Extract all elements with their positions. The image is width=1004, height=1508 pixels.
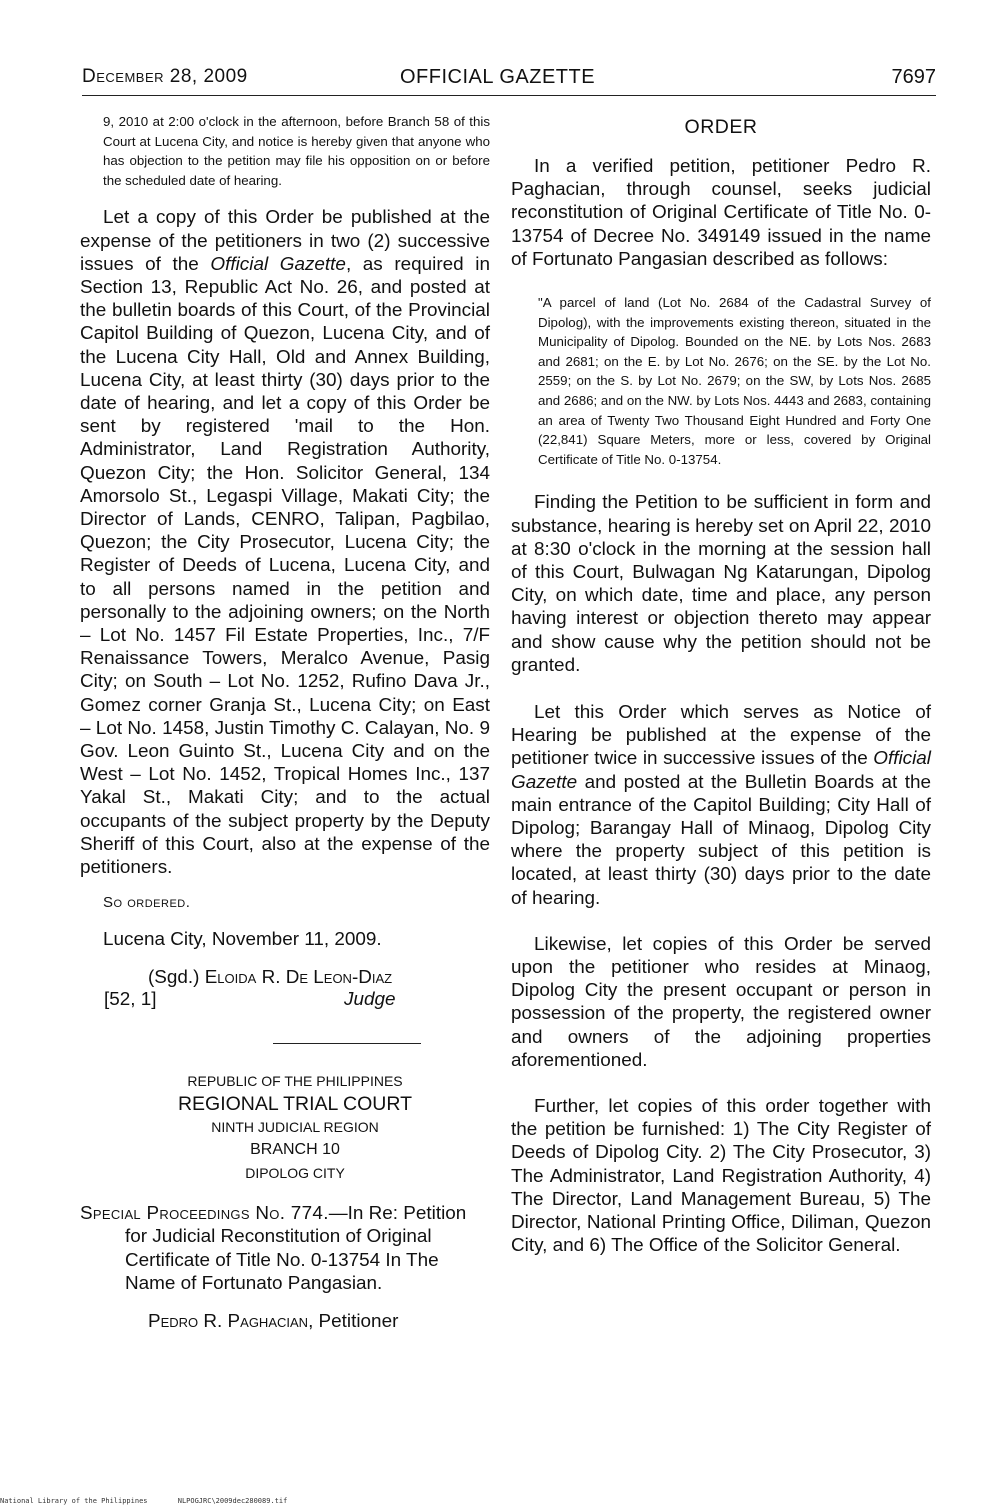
service-paragraph: Likewise, let copies of this Order be served upon the petitioner who resides at Minaog, Dipolog City the present occupant or person in possession of the property, the registered owner and owners of the adjoining properties aforementioned. <box>511 933 931 1071</box>
hearing-paragraph: Finding the Petition to be sufficient in form and substance, hearing is hereby set on April 22, 2010 at 8:30 o'clock in the morning at the session hall of this Court, Bulwagan Ng Katarungan, Dipolog City, on which date, time and place, any person having interest or objection thereto may appear and show cause why the petition should not be granted. <box>511 492 931 676</box>
judge-title: Judge <box>344 989 396 1011</box>
court-name: REGIONAL TRIAL COURT <box>177 1093 413 1116</box>
petitioner-line <box>148 1311 490 1333</box>
case-label: Special Proceedings No. 774. <box>80 1203 329 1225</box>
branch-label: BRANCH 10 <box>250 1141 340 1159</box>
publication-title: OFFICIAL GAZETTE <box>400 66 596 88</box>
judicial-region: NINTH JUDICIAL REGION <box>211 1119 379 1136</box>
place-date: Lucena City, November 11, 2009. <box>103 929 382 951</box>
sgd-label: (Sgd.) <box>148 967 205 989</box>
library-credit: National Library of the Philippines <box>0 1497 148 1505</box>
file-name: NLPOGJRC\2009dec280089.tif <box>177 1497 288 1505</box>
intro-paragraph: 9, 2010 at 2:00 o'clock in the afternoon, before Branch 58 of this Court at Lucena City, and notice is hereby given that anyone who has objection to the petition may file his opposition on or before the scheduled date of hearing. <box>103 114 490 188</box>
issue-date: December 28, 2009 <box>82 66 248 87</box>
right-column <box>511 112 931 1257</box>
petitioner-label: , Petitioner <box>308 1311 399 1333</box>
judge-name: Eloida R. De Leon-Diaz <box>204 967 393 989</box>
reference-number: [52, 1] <box>104 989 157 1011</box>
gazette-italic: Official Gazette <box>210 253 346 275</box>
order-heading: ORDER <box>684 116 758 138</box>
petition-paragraph: In a verified petition, petitioner Pedro R. Paghacian, through counsel, seeks judicial reconstitution of Original Certificate of Title No. 0-13754 of Decree No. 349149 issued in the name of Fortunato Pangasian described as follows: <box>511 156 931 270</box>
furnish-paragraph: Further, let copies of this order together with the petition be furnished: 1) The City Register of Deeds of Dipolog City. 2) The City Prosecutor, 3) The Administrator, Land Registration Authority, 4) The Director, Land Management Bureau, 5) The Director, National Printing Office, Diliman, Quezon City, and 6) The Office of the Solicitor General. <box>511 1096 931 1257</box>
gazette-italic: Official Gazette <box>511 748 931 793</box>
page-header <box>82 66 936 94</box>
land-description-quote: "A parcel of land (Lot No. 2684 of the Cadastral Survey of Dipolog), with the improvements existing thereon, situated in the Municipality of Dipolog. Bounded on the NE. by Lots Nos. 2683 and 2681; on the E. by Lot No. 2676; on the SE. by the Lot No. 2559; on the S. by Lot No. 2679; on the SW, by Lots Nos. 2685 and 2686; and on the NW. by Lots Nos. 4443 and 2683, containing an area of Twenty Two Thousand Eight Hundred and Forty One (22,841) Square Meters, more or less, covered by Original Certificate of Title No. 0-13754. <box>538 295 931 467</box>
court-caption <box>80 1070 490 1184</box>
notice-paragraph <box>511 701 931 910</box>
case-title <box>80 1202 490 1295</box>
paragraph-text: Let a copy of this Order be published at the expense of the petitioners in two (2) successive issues of the <box>80 207 490 275</box>
publication-order-paragraph <box>80 206 490 879</box>
left-column <box>80 112 490 1333</box>
page-number: 7697 <box>891 66 936 88</box>
republic-label: REPUBLIC OF THE PHILIPPINES <box>187 1073 403 1090</box>
signature-line <box>148 966 490 989</box>
so-ordered: So ordered. <box>103 894 191 912</box>
paragraph-text: , as required in Section 13, Republic Act No. 26, and posted at the bulletin boards of this Court, of the Provincial Capitol Building of Quezon, Lucena City, and of the Lucena City Hall, Old and Annex Building, Lucena City, at least thirty (30) days prior to the date of hearing, and let a copy of this Order be sent by registered 'mail to the Hon. Administrator, Land Registration Authority, Quezon City; the Hon. Solicitor General, 134 Amorsolo St., Legaspi Village, Makati City; the Director of Lands, CENRO, Talipan, Pagbilao, Quezon; the City Prosecutor, Lucena City; the Register of Deeds of Lucena, Lucena City, and to all persons named in the petition and personally to the adjoining owners; on the North – Lot No. 1457 Fil Estate Properties, Inc., 7/F Renaissance Towers, Meralco Avenue, Pasig City; on South – Lot No. 1252, Rufino Dava Jr., Gomez corner Granja St., Lucena City; on East – Lot No. 1458, Justin Timothy C. Calayan, No. 9 Gov. Leon Guinto St., Lucena City and on the West – Lot No. 1452, Tropical Homes Inc., 137 Yakal St., Makati City; and to the actual occupants of the subject property by the Deputy Sheriff of this Court, also at the expense of the petitioners. <box>80 253 490 879</box>
reference-line <box>104 989 490 1013</box>
court-city: DIPOLOG CITY <box>245 1165 345 1182</box>
scan-footer <box>0 1497 313 1505</box>
header-rule <box>82 95 936 96</box>
case-description: —In Re: Petition for Judicial Reconstitution of Original Certificate of Title No. 0-13754 In The Name of Fortunato Pangasian. <box>125 1203 467 1294</box>
petitioner-name: Pedro R. Paghacian <box>148 1311 309 1333</box>
paragraph-text: and posted at the Bulletin Boards at the main entrance of the Capitol Building; City Hall of Dipolog; Barangay Hall of Minaog, Dipolog City where the property subject of this petition is located, at least thirty (30) days prior to the date of hearing. <box>511 771 931 909</box>
section-divider <box>273 1043 421 1044</box>
paragraph-text: Let this Order which serves as Notice of Hearing be published at the expense of the petitioner twice in successive issues of the <box>511 701 931 770</box>
